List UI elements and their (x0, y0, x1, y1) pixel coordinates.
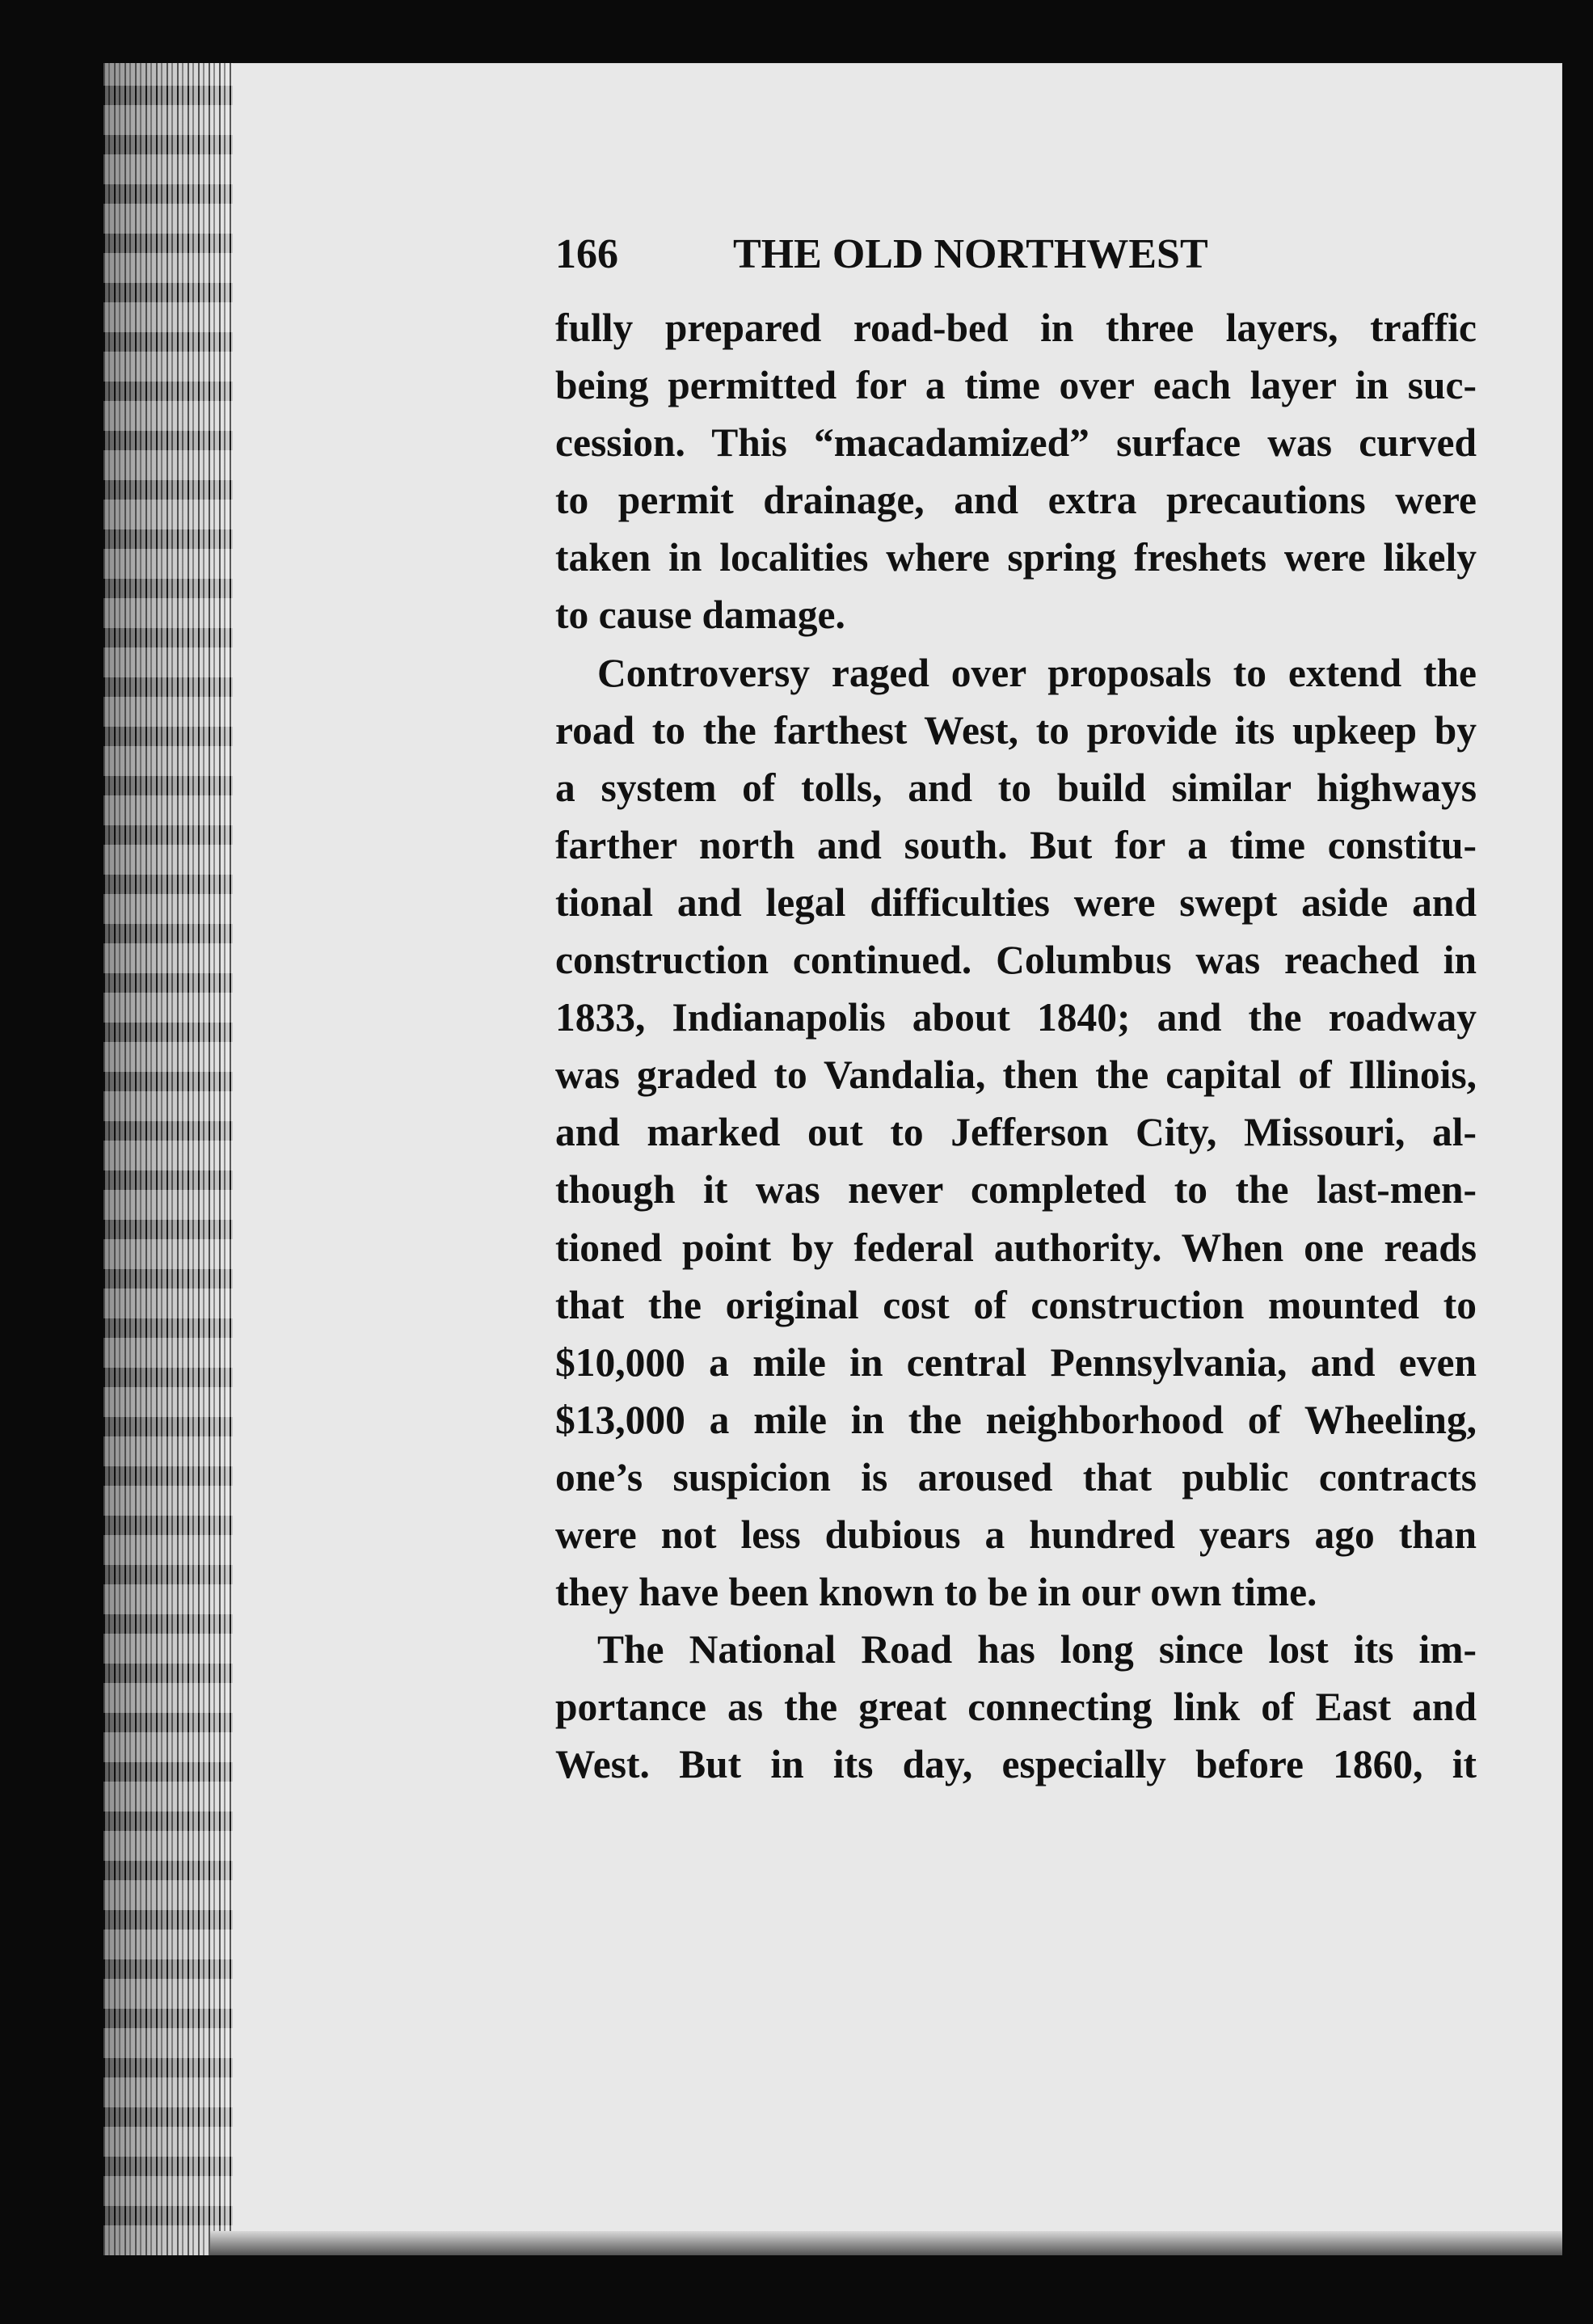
paragraph-1 (555, 299, 1477, 644)
text-line: they have been known to be in our own time. (555, 1570, 1317, 1615)
text-line: 1833, Indianapolis about 1840; and the roadway (555, 995, 1477, 1040)
page-edges-binding (103, 63, 233, 2255)
text-line: and marked out to Jefferson City, Missouri, al- (555, 1110, 1477, 1155)
running-head: THE OLD NORTHWEST (733, 231, 1208, 277)
text-line: one’s suspicion is aroused that public contracts (555, 1454, 1477, 1499)
page-header (555, 230, 1250, 287)
text-line: a system of tolls, and to build similar highways (555, 765, 1477, 810)
paragraph-2 (555, 644, 1477, 1622)
text-line: $10,000 a mile in central Pennsylvania, and even (555, 1339, 1477, 1385)
text-line: $13,000 a mile in the neighborhood of Wheeling, (555, 1397, 1477, 1442)
text-line: portance as the great connecting link of East and (555, 1685, 1477, 1730)
text-line: West. But in its day, especially before 1860, it (555, 1742, 1477, 1787)
page-bottom-edge (210, 2231, 1562, 2255)
body-text (555, 299, 1477, 1793)
text-line: tional and legal difficulties were swept aside and (555, 879, 1477, 925)
text-line: though it was never completed to the last-men- (555, 1167, 1477, 1213)
text-line: that the original cost of construction mounted to (555, 1282, 1477, 1327)
text-line: fully prepared road-bed in three layers, traffic (555, 306, 1477, 350)
text-line: taken in localities where spring freshets were likely (555, 535, 1477, 580)
text-line: was graded to Vandalia, then the capital of Illinois, (555, 1052, 1477, 1098)
text-line: construction continued. Columbus was reached in (555, 938, 1477, 983)
text-line: cession. This “macadamized” surface was curved (555, 420, 1477, 466)
text-line: to cause damage. (555, 593, 845, 638)
text-line: tioned point by federal authority. When one reads (555, 1225, 1477, 1270)
page-number: 166 (555, 231, 618, 277)
text-line: to permit drainage, and extra precautions were (555, 478, 1477, 523)
paragraph-3 (555, 1621, 1477, 1793)
text-line: were not less dubious a hundred years ago than (555, 1512, 1477, 1557)
text-line: farther north and south. But for a time constitu- (555, 822, 1477, 867)
text-line: The National Road has long since lost its im- (597, 1627, 1477, 1672)
text-line: Controversy raged over proposals to extend the (597, 650, 1477, 695)
text-line: road to the farthest West, to provide its upkeep by (555, 707, 1477, 753)
text-line: being permitted for a time over each layer in suc- (555, 363, 1477, 408)
